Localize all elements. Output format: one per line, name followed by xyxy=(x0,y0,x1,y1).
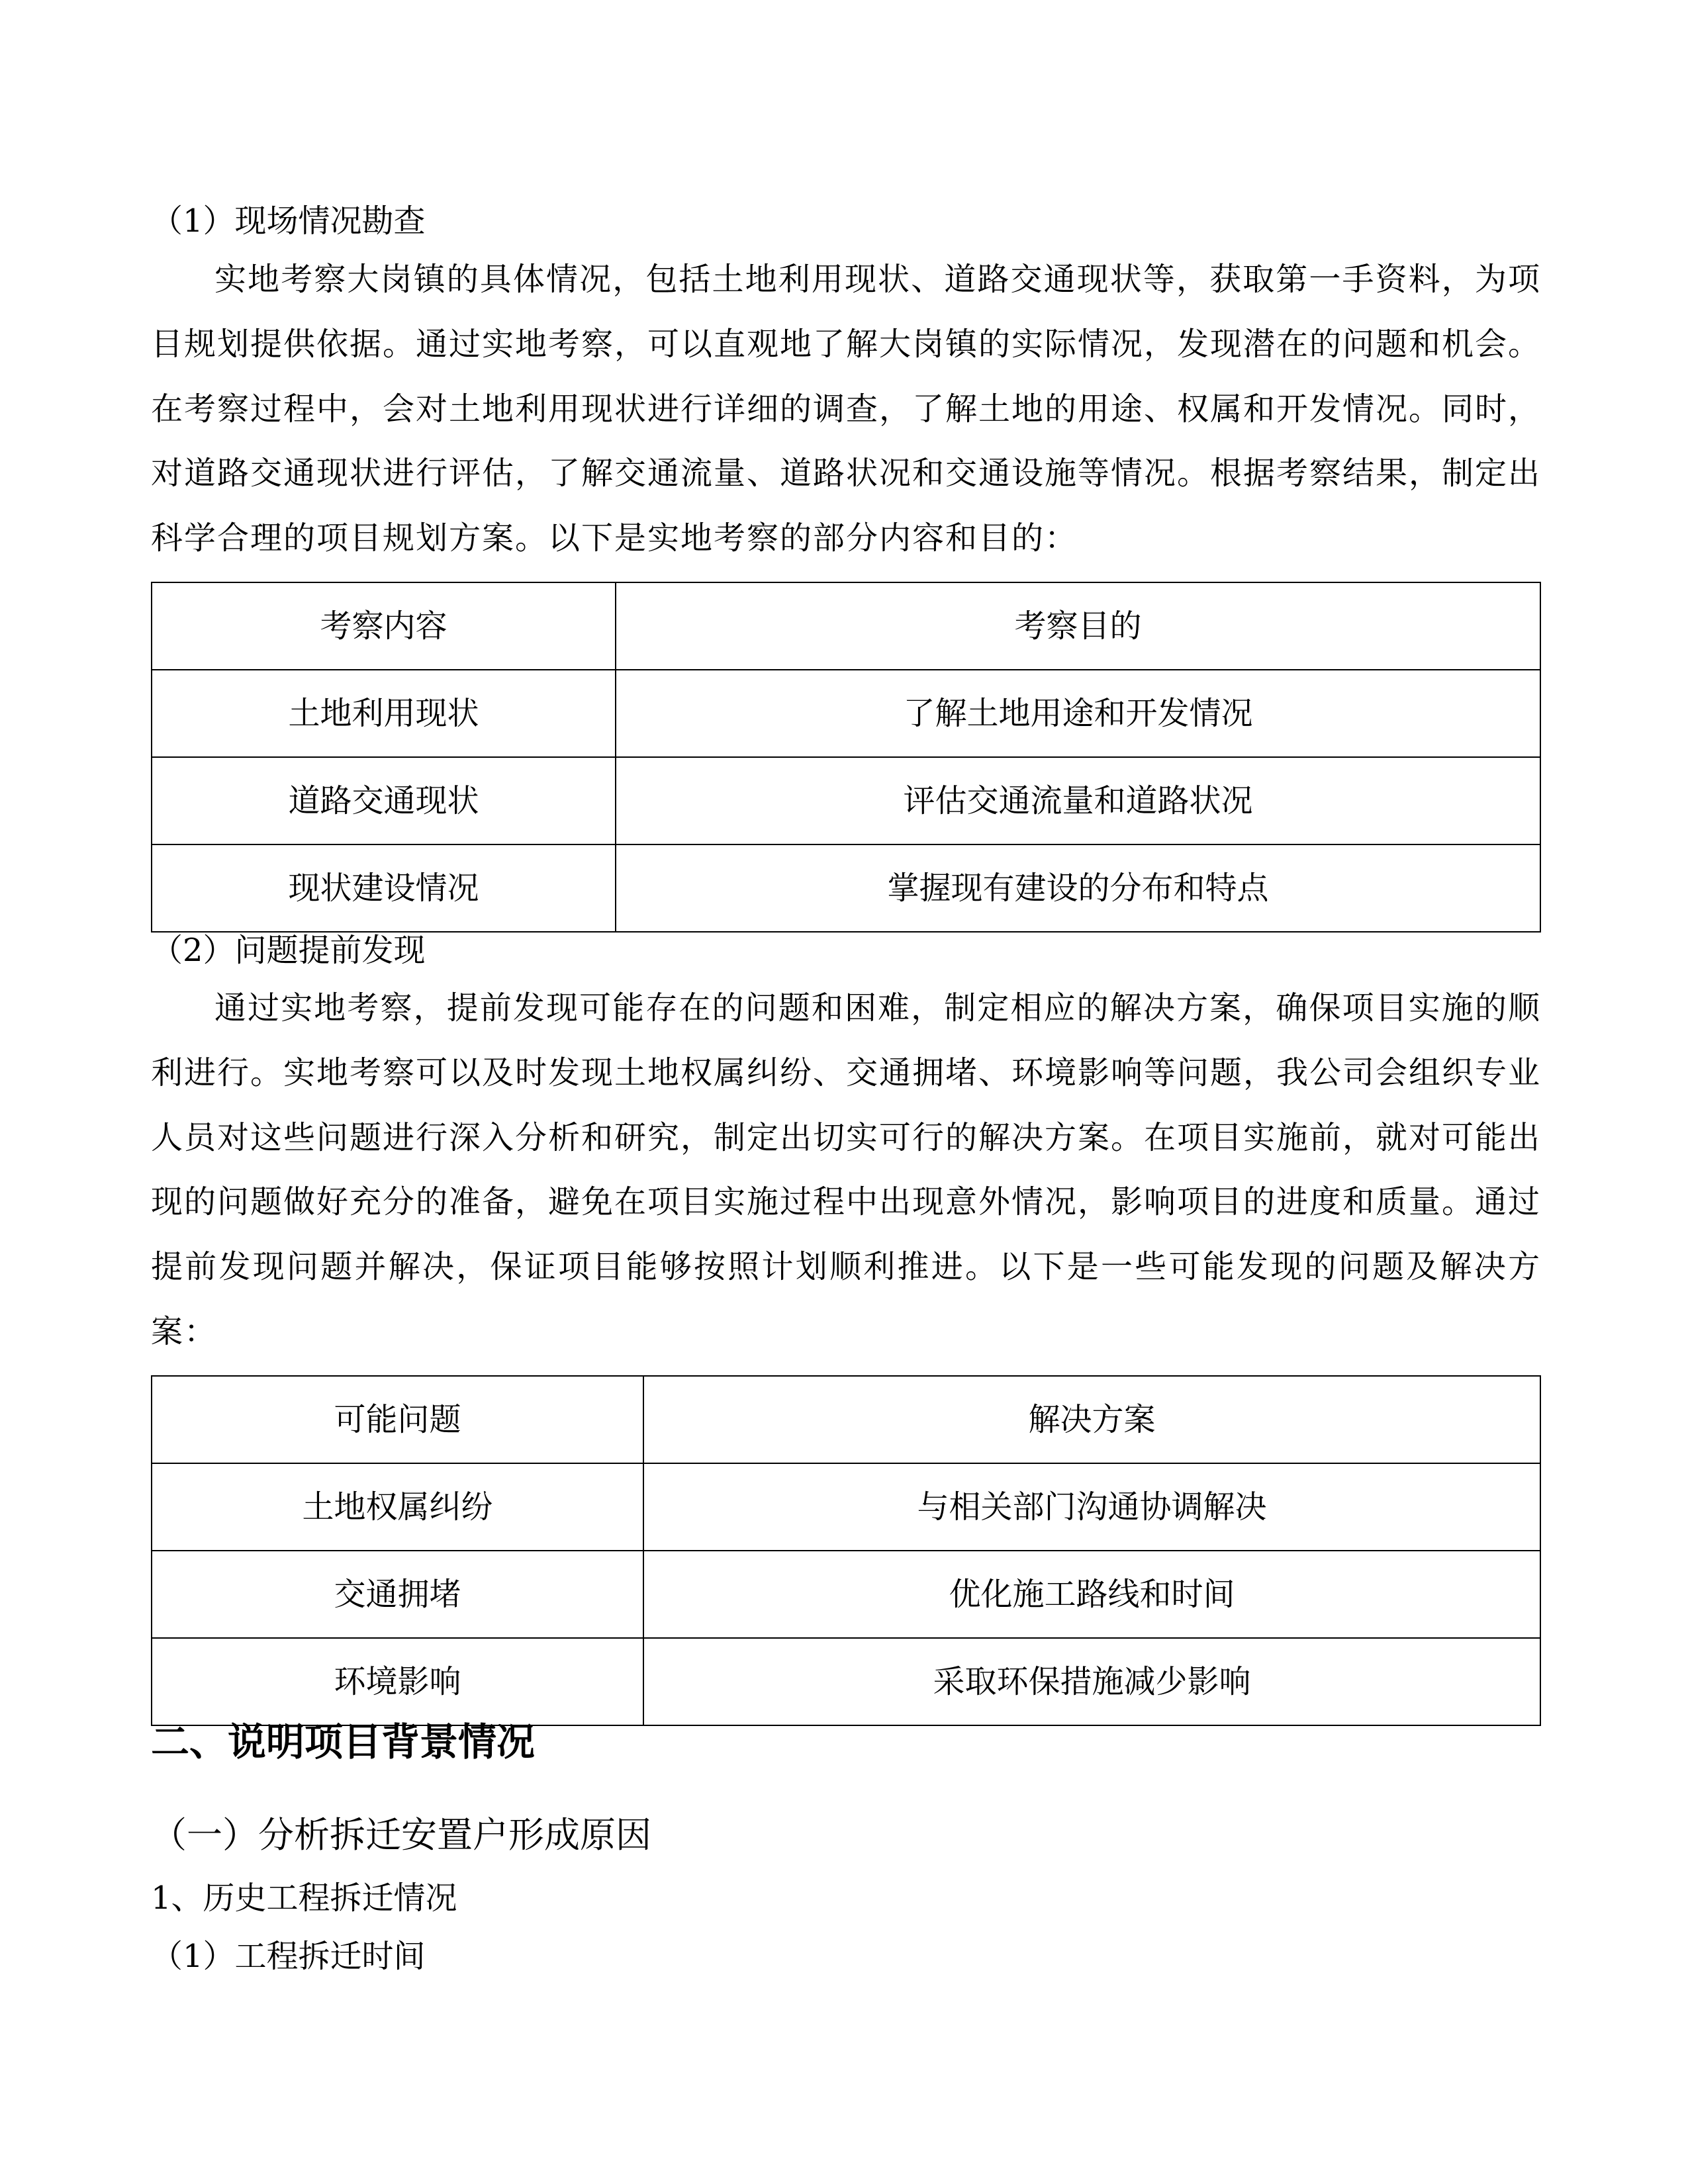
chapter-title: 二、说明项目背景情况 xyxy=(151,1719,536,1764)
table-cell: 环境影响 xyxy=(152,1638,643,1725)
paragraph-problem-discovery: 通过实地考察，提前发现可能存在的问题和困难，制定相应的解决方案，确保项目实施的顺利进行。实地考察可以及时发现土地权属纠纷、交通拥堵、环境影响等问题，我公司会组织专业人员对这些问题进行深入分析和研究，制定出切实可行的解决方案。在项目实施前，就对可能出现的问题做好充分的准备，避免在项目实施过程中出现意外情况，影响项目的进度和质量。通过提前发现问题并解决，保证项目能够按照计划顺利推进。以下是一些可能发现的问题及解决方案： xyxy=(151,989,1542,1350)
problems-table xyxy=(151,1375,1541,1726)
table-cell: 与相关部门沟通协调解决 xyxy=(643,1463,1540,1551)
table-row xyxy=(152,1463,1540,1551)
paragraph-site-survey: 实地考察大岗镇的具体情况，包括土地利用现状、道路交通现状等，获取第一手资料，为项目规划提供依据。通过实地考察，可以直观地了解大岗镇的实际情况，发现潜在的问题和机会。在考察过程中，会对土地利用现状进行详细的调查，了解土地的用途、权属和开发情况。同时，对道路交通现状进行评估，了解交通流量、道路状况和交通设施等情况。根据考察结果，制定出科学合理的项目规划方案。以下是实地考察的部分内容和目的： xyxy=(151,261,1542,557)
survey-table xyxy=(151,582,1541,933)
table-row xyxy=(152,670,1540,757)
table-cell: 评估交通流量和道路状况 xyxy=(616,757,1540,844)
table-cell: 优化施工路线和时间 xyxy=(643,1551,1540,1638)
table-cell: 土地利用现状 xyxy=(152,670,616,757)
table-row xyxy=(152,1551,1540,1638)
list-item-heading: 1、历史工程拆迁情况 xyxy=(151,1880,457,1917)
table-row xyxy=(152,757,1540,844)
table-header-row xyxy=(152,582,1540,670)
table-cell: 采取环保措施减少影响 xyxy=(643,1638,1540,1725)
table-header-cell: 考察内容 xyxy=(152,582,616,670)
sub-item-heading: （1）工程拆迁时间 xyxy=(151,1938,426,1975)
table-cell: 交通拥堵 xyxy=(152,1551,643,1638)
table-header-cell: 可能问题 xyxy=(152,1376,643,1463)
table-cell: 现状建设情况 xyxy=(152,844,616,932)
chapter-subtitle: （一）分析拆迁安置户形成原因 xyxy=(151,1814,651,1856)
table-cell: 土地权属纠纷 xyxy=(152,1463,643,1551)
table-header-row xyxy=(152,1376,1540,1463)
section-heading-site-survey: （1）现场情况勘查 xyxy=(151,203,426,240)
table-cell: 了解土地用途和开发情况 xyxy=(616,670,1540,757)
table-cell: 道路交通现状 xyxy=(152,757,616,844)
table-cell: 掌握现有建设的分布和特点 xyxy=(616,844,1540,932)
table-header-cell: 解决方案 xyxy=(643,1376,1540,1463)
section-heading-problem-discovery: （2）问题提前发现 xyxy=(151,932,426,969)
table-header-cell: 考察目的 xyxy=(616,582,1540,670)
